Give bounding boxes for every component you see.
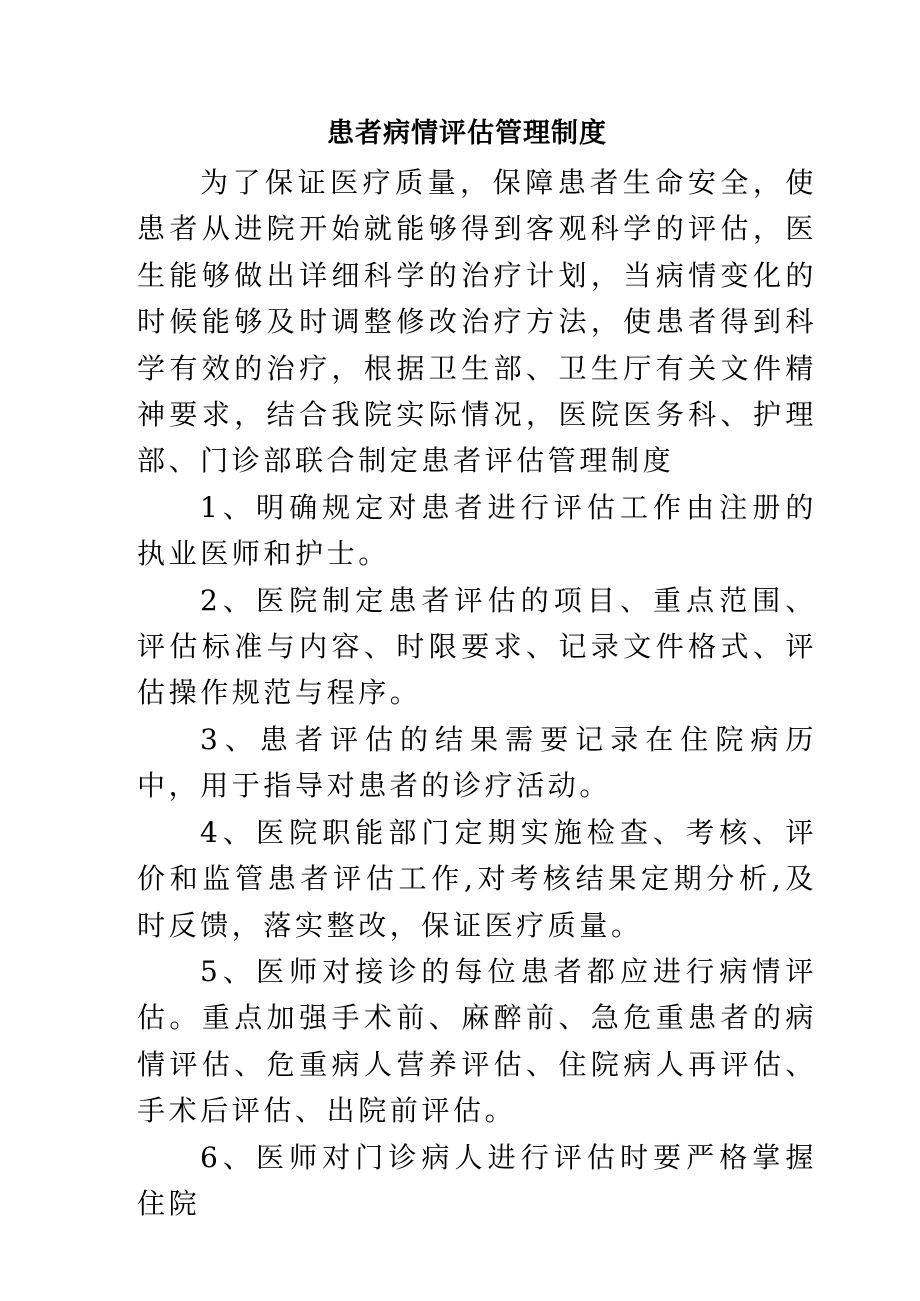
paragraph-item-6: 6、医师对门诊病人进行评估时要严格掌握住院 xyxy=(137,1140,817,1220)
document-body xyxy=(137,160,817,1227)
paragraph-item-2: 2、医院制定患者评估的项目、重点范围、评估标准与内容、时限要求、记录文件格式、评估操作规范与程序。 xyxy=(137,583,817,710)
paragraph-item-4: 4、医院职能部门定期实施检查、考核、评价和监管患者评估工作,对考核结果定期分析,及时反馈，落实整改，保证医疗质量。 xyxy=(137,815,817,942)
document-title: 患者病情评估管理制度 xyxy=(327,118,607,149)
paragraph-intro: 为了保证医疗质量，保障患者生命安全，使患者从进院开始就能够得到客观科学的评估，医生能够做出详细科学的治疗计划，当病情变化的时候能够及时调整修改治疗方法，使患者得到科学有效的治疗，根据卫生部、卫生厅有关文件精神要求，结合我院实际情况，医院医务科、护理部、门诊部联合制定患者评估管理制度 xyxy=(137,166,817,478)
paragraph-item-3: 3、患者评估的结果需要记录在住院病历中，用于指导对患者的诊疗活动。 xyxy=(137,722,817,803)
paragraph-item-1: 1、明确规定对患者进行评估工作由注册的执业医师和护士。 xyxy=(137,490,817,571)
paragraph-item-5: 5、医师对接诊的每位患者都应进行病情评估。重点加强手术前、麻醉前、急危重患者的病情评估、危重病人营养评估、住院病人再评估、手术后评估、出院前评估。 xyxy=(137,954,817,1128)
